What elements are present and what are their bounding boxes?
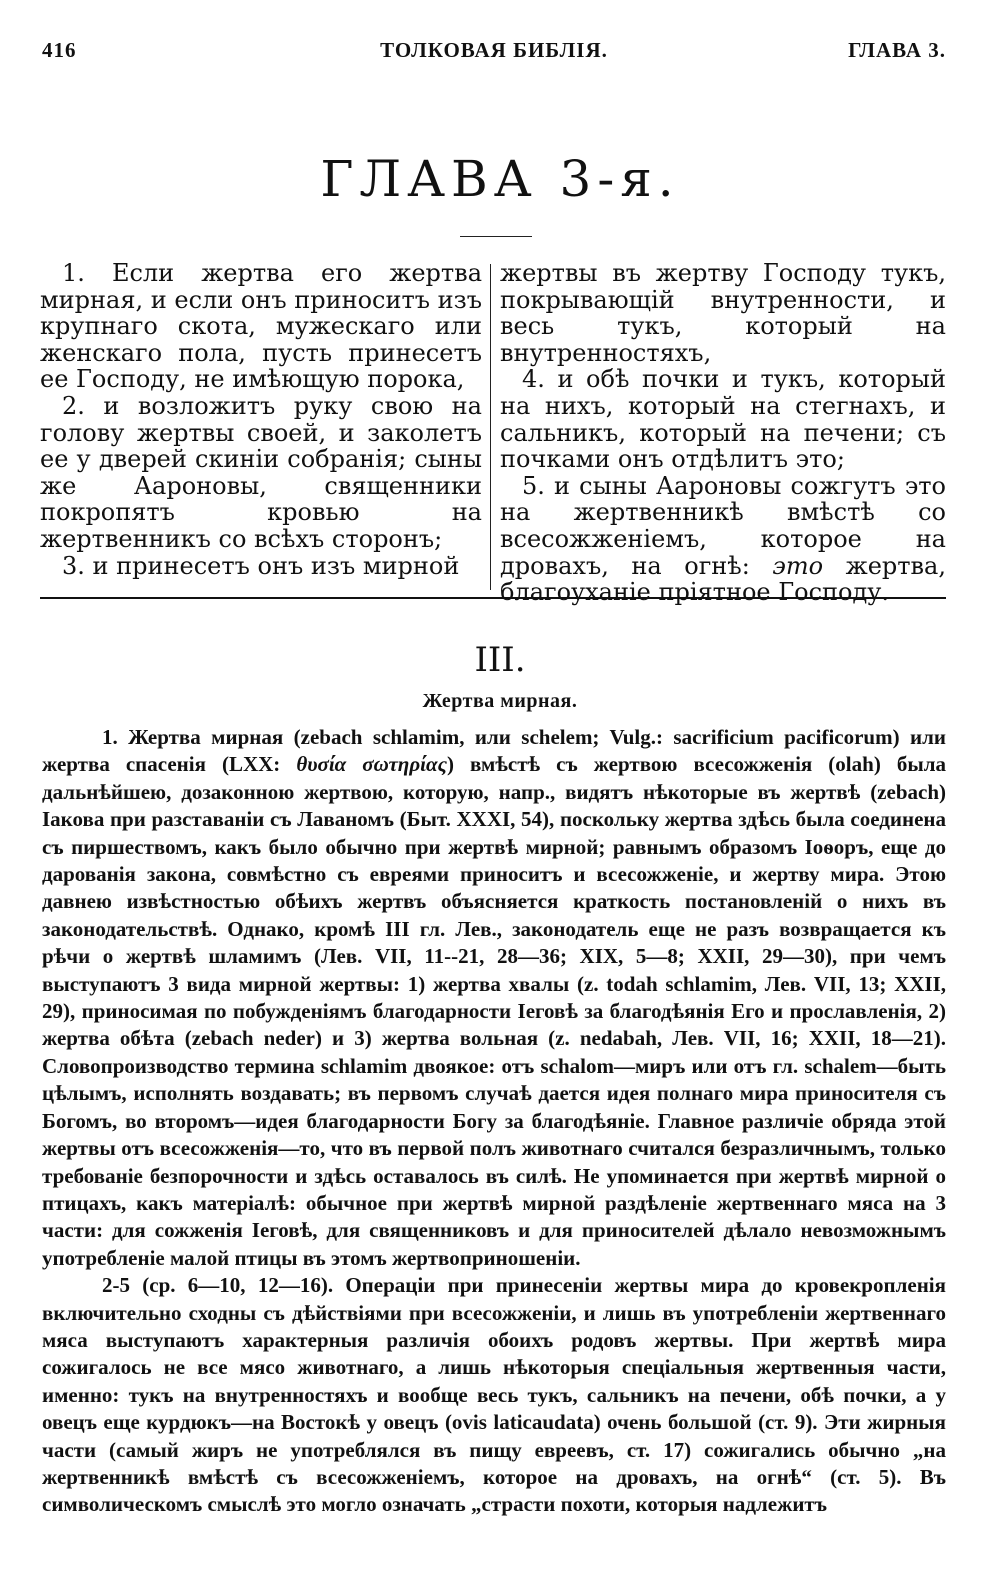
scripture-text bbox=[40, 259, 946, 607]
column-divider bbox=[490, 264, 491, 590]
title-divider bbox=[460, 236, 532, 237]
verse-4: 4. и обѣ почки и тукъ, который на нихъ, который на стегнахъ, и сальникъ, который на печени; съ почками онъ отдѣлитъ это; bbox=[500, 365, 946, 474]
commentary-section-title: Жертва мирная. bbox=[422, 690, 578, 712]
verse-1: 1. Если жертва его жертва мирная, и если онъ приноситъ изъ крупнаго скота, мужескаго или женскаго пола, пусть принесетъ ее Господу, не имѣющую порока, bbox=[40, 259, 482, 394]
commentary-section-number: III. bbox=[474, 640, 526, 680]
verse-2: 2. и возложитъ руку свою на голову жертвы своей, и заколетъ ее у дверей скиніи собранія; сыны же Аароновы, священники покропятъ кровью на жертвенникъ со всѣхъ сторонъ; bbox=[40, 391, 482, 553]
verse-5-text: 5. и сыны Аароновы сожгутъ это на жертвенникѣ вмѣстѣ со всесожженіемъ, которое на дровахъ, на огнѣ: bbox=[500, 471, 946, 580]
page-number: 416 bbox=[42, 38, 77, 62]
verse-5-italic-word: это bbox=[772, 551, 824, 580]
greek-term: θυσία σωτηρίας bbox=[296, 752, 447, 777]
verse-5-end: жертва, благоуханіе пріятное Господу. bbox=[500, 551, 946, 607]
running-header bbox=[42, 38, 946, 72]
chapter-reference: ГЛАВА 3. bbox=[848, 38, 946, 62]
book-title: ТОЛКОВАЯ БИБЛІЯ. bbox=[380, 38, 608, 62]
commentary-p1-part2: ) вмѣстѣ съ жертвою всесожженія (olah) была дальнѣйшею, дозаконною жертвою, которую, напр., видятъ нѣкоторые въ жертвѣ (zebach) Іакова при разставаніи съ Лаваномъ (Быт. XXXI, 54), поскольку жертва здѣсь была соединена съ пиршествомъ, какъ было обычно при жертвѣ мирной; равнымъ образомъ Іоѳоръ, еще до дарованія закона, совмѣстно съ евреями приноситъ и всесожженіе, и жертву мира. Этою давнею извѣстностью обѣихъ жертвъ объясняется краткость постановленій о нихъ въ законодательствѣ. Однако, кромѣ III гл. Лев., законодатель еще не разъ возвращается къ рѣчи о жертвѣ шламимъ (Лев. VII, 11--21, 28—36; XIX, 5—8; XXII, 29—30), при чемъ выступаютъ 3 вида мирной жертвы: 1) жертва хвалы (z. todah schlamim, Лев. VII, 13; XXII, 29), приносимая по побужденіямъ благодарности Іеговѣ за благодѣянія Его и прославленія, 2) жертва обѣта (zebach neder) и 3) жертва вольная (z. nedabah, Лев. VII, 16; XXII, 18—21). Словопроизводство термина schlamim двоякое: отъ schalom—миръ или отъ гл. schalem—быть цѣлымъ, исполнять воздавать; въ первомъ случаѣ дается идея полнаго мира приносителя съ Богомъ, во второмъ—идея благодарности Богу за благодѣяніе. Главное различіе обряда этой жертвы отъ всесожженія—то, что въ первой полъ животнаго считался безразличнымъ, только требованіе безпорочности и здѣсь оставалось въ силѣ. Не упоминается при жертвѣ мирной о птицахъ, какъ матеріалѣ: обычное при жертвѣ мирной раздѣленіе жертвеннаго мяса на 3 части: для сожженія Іеговѣ, для священниковъ и для приносителей дѣлало невозможнымъ употребленіе малой птицы въ этомъ жертвоприношеніи. bbox=[42, 752, 946, 1270]
commentary-p1-part1: 1. Жертва мирная (zebach schlamim, или schelem; Vulg.: sacrificium pacificorum) или жертва спасенія (LXX: bbox=[42, 725, 946, 777]
commentary-paragraph-1 bbox=[42, 724, 946, 1272]
scripture-column-right bbox=[500, 260, 946, 606]
commentary-text bbox=[42, 724, 946, 1519]
verse-3-start: 3. и принесетъ онъ изъ мирной bbox=[62, 551, 460, 580]
scripture-column-left bbox=[40, 260, 482, 579]
verse-5 bbox=[500, 473, 946, 606]
commentary-paragraph-2: 2-5 (ср. 6—10, 12—16). Операціи при принесеніи жертвы мира до кровекропленія включительно сходны съ дѣйствіями при всесожженіи, и лишь въ употребленіи жертвеннаго мяса выступаютъ характерныя различія обоихъ родовъ жертвы. При жертвѣ мира сожигалось не все мясо животнаго, а лишь нѣкоторыя спеціальныя жертвенныя части, именно: тукъ на внутренностяхъ и вообще весь тукъ, сальникъ на печени, обѣ почки, а у овецъ еще курдюкъ—на Востокѣ у овецъ (ovis laticaudata) очень большой (ст. 9). Эти жирныя части (самый жиръ не употреблялся въ пищу евреевъ, ст. 17) сожигались обычно „на жертвенникѣ вмѣстѣ съ всесожженіемъ, которое на дровахъ, на огнѣ“ (ст. 5). Въ символическомъ смыслѣ это могло означать „страсти похоти, которыя надлежитъ bbox=[42, 1273, 946, 1517]
chapter-title: ГЛАВА 3-я. bbox=[320, 150, 680, 208]
verse-3-continued: жертвы въ жертву Господу тукъ, покрывающій внутренности, и весь тукъ, который на внутренностяхъ, bbox=[500, 259, 946, 367]
section-divider bbox=[40, 597, 946, 599]
